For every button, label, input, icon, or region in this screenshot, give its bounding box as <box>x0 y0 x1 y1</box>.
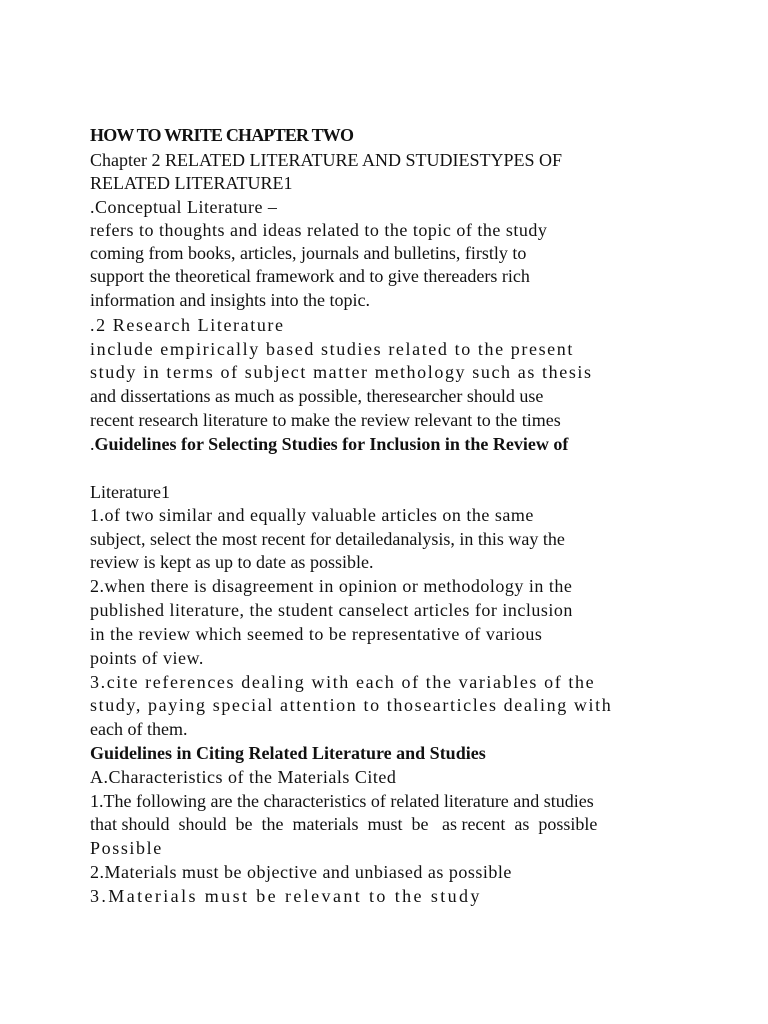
text-line: review is kept as up to date as possible. <box>90 552 374 572</box>
text-line: include empirically based studies related to the present <box>90 339 574 359</box>
text-line: Literature1 <box>90 482 170 502</box>
text-line: that should should be the materials must be as recent as possible <box>90 814 598 834</box>
heading-prefix: . <box>90 434 95 454</box>
text-line: subject, select the most recent for detailedanalysis, in this way the <box>90 529 565 549</box>
document-title: HOW TO WRITE CHAPTER TWO <box>90 125 354 145</box>
text-line: .Conceptual Literature – <box>90 197 278 217</box>
text-line: published literature, the student canselect articles for inclusion <box>90 600 573 620</box>
text-line: 1.of two similar and equally valuable articles on the same <box>90 505 534 525</box>
text-line: Possible <box>90 838 163 858</box>
text-line: 3.Materials must be relevant to the study <box>90 886 482 906</box>
text-line: refers to thoughts and ideas related to the topic of the study <box>90 220 548 240</box>
text-line: study, paying special attention to thosearticles dealing with <box>90 695 613 715</box>
text-line: RELATED LITERATURE1 <box>90 173 293 193</box>
text-line: A.Characteristics of the Materials Cited <box>90 767 397 787</box>
text-line: 1.The following are the characteristics of related literature and studies <box>90 791 594 811</box>
heading-text: Guidelines for Selecting Studies for Inclusion in the Review of <box>94 434 569 454</box>
text-line: 2.Materials must be objective and unbiased as possible <box>90 862 512 882</box>
text-line: and dissertations as much as possible, theresearcher should use <box>90 386 544 406</box>
text-line: points of view. <box>90 648 204 668</box>
text-line: study in terms of subject matter methology such as thesis <box>90 362 593 382</box>
text-line: information and insights into the topic. <box>90 290 370 310</box>
text-line: each of them. <box>90 719 188 739</box>
text-line: 2.when there is disagreement in opinion or methodology in the <box>90 576 573 596</box>
text-line: Chapter 2 RELATED LITERATURE AND STUDIESTYPES OF <box>90 150 562 170</box>
section-heading <box>90 433 568 455</box>
text-line: 3.cite references dealing with each of the variables of the <box>90 672 596 692</box>
text-line: recent research literature to make the review relevant to the times <box>90 410 561 430</box>
section-heading: Guidelines in Citing Related Literature and Studies <box>90 743 486 763</box>
text-line: support the theoretical framework and to give thereaders rich <box>90 266 530 286</box>
text-line: coming from books, articles, journals and bulletins, firstly to <box>90 243 527 263</box>
text-line: .2 Research Literature <box>90 315 285 335</box>
text-line: in the review which seemed to be representative of various <box>90 624 543 644</box>
